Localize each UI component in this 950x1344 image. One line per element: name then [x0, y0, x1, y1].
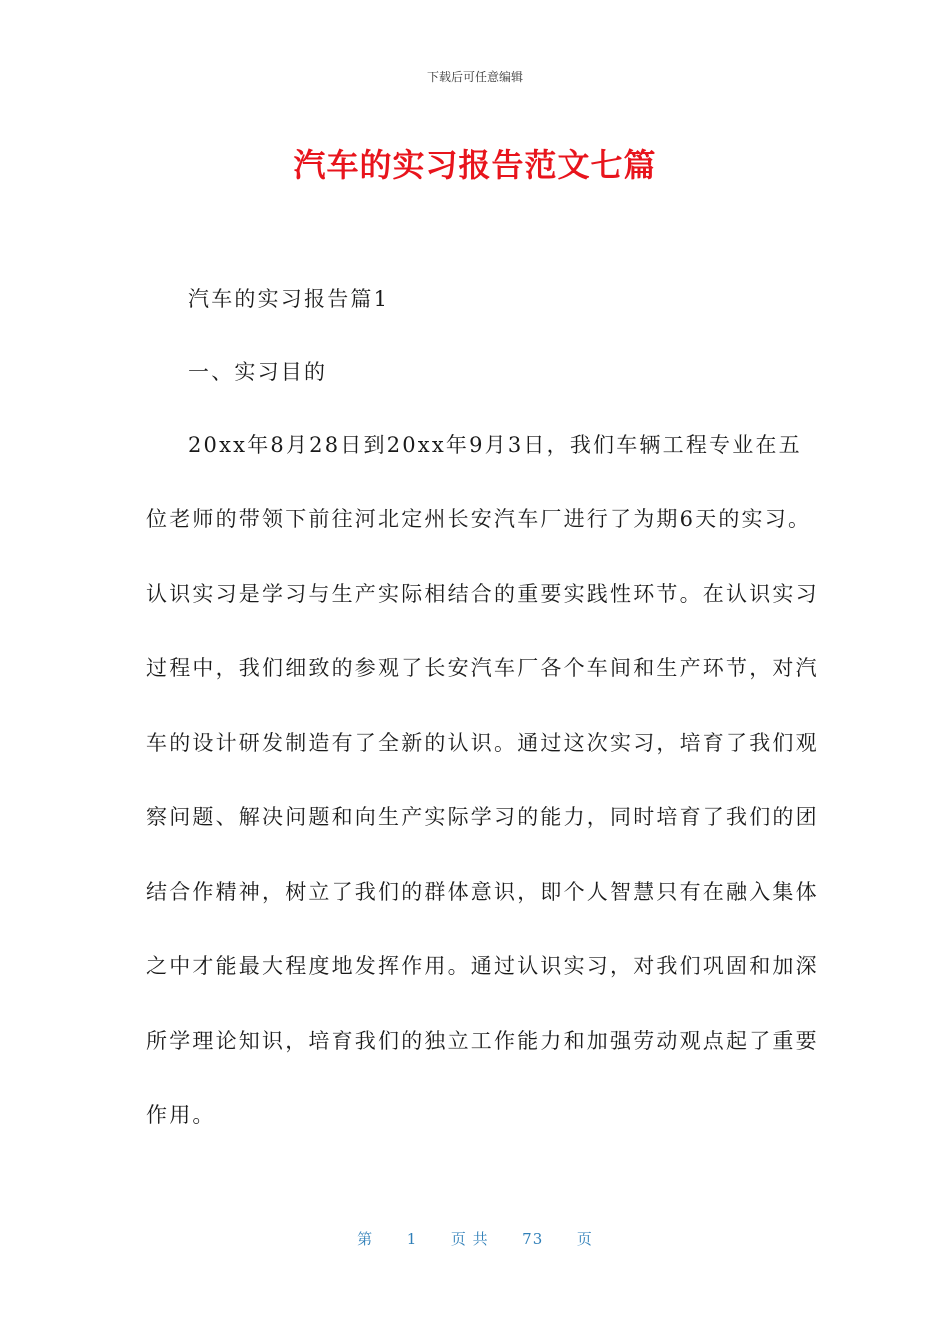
paragraph-line: 结合作精神，树立了我们的群体意识，即个人智慧只有在融入集体 [146, 880, 819, 904]
page-footer [0, 1228, 950, 1249]
paragraph-line: 20xx年8月28日到20xx年9月3日，我们车辆工程专业在五 [188, 433, 802, 457]
paragraph-line: 察问题、解决问题和向生产实际学习的能力，同时培育了我们的团 [146, 805, 819, 829]
paragraph-line: 过程中，我们细致的参观了长安汽车厂各个车间和生产环节，对汽 [146, 656, 819, 680]
header-note: 下载后可任意编辑 [426, 70, 523, 84]
footer-middle: 页 共 [450, 1230, 489, 1248]
footer-suffix: 页 [576, 1230, 593, 1248]
subheading: 一、实习目的 [188, 360, 328, 384]
section-heading: 汽车的实习报告篇1 [188, 287, 390, 311]
paragraph-line: 作用。 [146, 1103, 216, 1127]
paragraph-line: 认识实习是学习与生产实际相结合的重要实践性环节。在认识实习 [146, 582, 819, 606]
footer-page-number: 1 [406, 1230, 418, 1248]
footer-prefix: 第 [357, 1230, 374, 1248]
document-title: 汽车的实习报告范文七篇 [293, 146, 657, 184]
paragraph-line: 车的设计研发制造有了全新的认识。通过这次实习，培育了我们观 [146, 731, 819, 755]
footer-total-pages: 73 [522, 1230, 544, 1248]
paragraph-line: 之中才能最大程度地发挥作用。通过认识实习，对我们巩固和加深 [146, 954, 819, 978]
paragraph-line: 所学理论知识，培育我们的独立工作能力和加强劳动观点起了重要 [146, 1029, 819, 1053]
paragraph-line: 位老师的带领下前往河北定州长安汽车厂进行了为期6天的实习。 [146, 507, 812, 531]
